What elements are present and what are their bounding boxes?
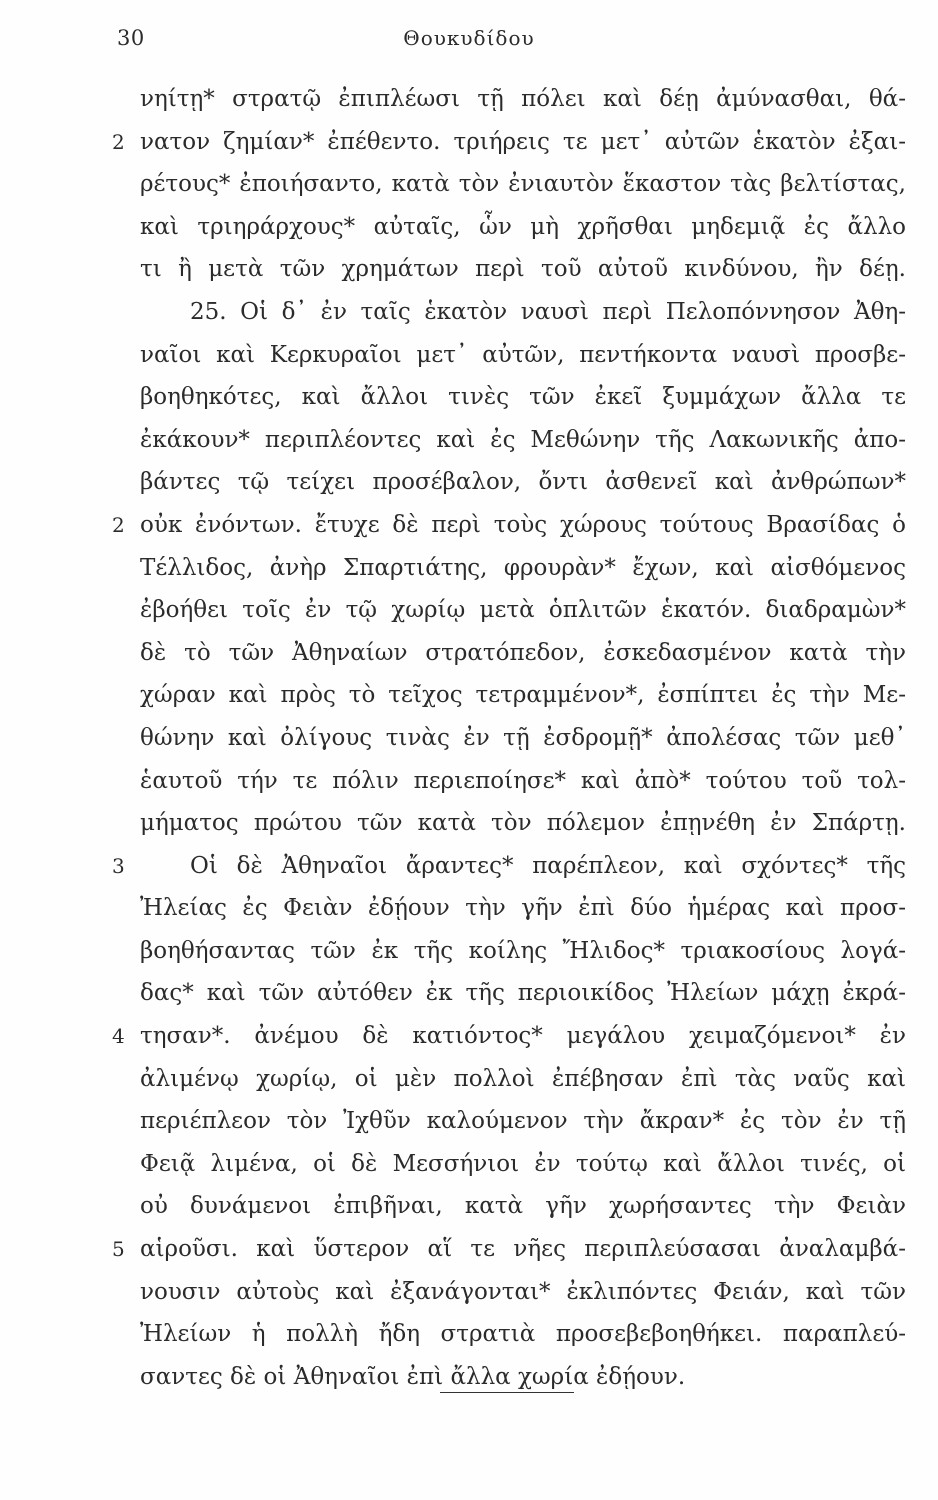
- text-line: [0, 1313, 938, 1356]
- section-marker: 3: [112, 853, 125, 878]
- line-text: περιέπλεον τὸν Ἰχθῦν καλούμενον τὴν ἄκραν* ἐς τὸν ἐν τῇ: [140, 1108, 906, 1135]
- text-line: [0, 1185, 938, 1228]
- line-text: χώραν καὶ πρὸς τὸ τεῖχος τετραμμένον*, ἐσπίπτει ἐς τὴν Με-: [140, 682, 906, 709]
- line-text: ναῖοι καὶ Κερκυραῖοι μετ᾽ αὐτῶν, πεντήκοντα ναυσὶ προσβε-: [140, 341, 906, 368]
- text-line: [0, 632, 938, 675]
- line-text: βάντες τῷ τείχει προσέβαλον, ὄντι ἀσθενεῖ καὶ ἀνθρώπων*: [140, 469, 906, 496]
- text-line: [0, 674, 938, 717]
- line-text: καὶ τριηράρχους* αὐταῖς, ὧν μὴ χρῆσθαι μηδεμιᾷ ἐς ἄλλο: [140, 213, 906, 240]
- line-text: δας* καὶ τῶν αὐτόθεν ἐκ τῆς περιοικίδος Ἠλείων μάχῃ ἐκρά-: [140, 980, 906, 1007]
- text-line: [0, 760, 938, 803]
- line-text: Οἱ δὲ Ἀθηναῖοι ἄραντες* παρέπλεον, καὶ σχόντες* τῆς: [190, 852, 906, 879]
- text-line: [0, 802, 938, 845]
- text-line: [0, 1058, 938, 1101]
- line-text: θώνην καὶ ὀλίγους τινὰς ἐν τῇ ἐσδρομῇ* ἀπολέσας τῶν μεθ᾽: [140, 724, 906, 751]
- line-text: βοηθήσαντας τῶν ἐκ τῆς κοίλης Ἤλιδος* τριακοσίους λογά-: [140, 937, 906, 964]
- line-text: Τέλλιδος, ἀνὴρ Σπαρτιάτης, φρουρὰν* ἔχων, καὶ αἰσθόμενος: [140, 554, 906, 581]
- line-text: Ἠλείων ἡ πολλὴ ἤδη στρατιὰ προσεβεβοηθήκει. παραπλεύ-: [140, 1321, 906, 1348]
- line-text: ρέτους* ἐποιήσαντο, κατὰ τὸν ἐνιαυτὸν ἕκαστον τὰς βελτίστας,: [140, 171, 906, 198]
- text-line: [0, 334, 938, 377]
- text-line: [0, 972, 938, 1015]
- page-number: 30: [117, 26, 145, 50]
- text-line: [0, 1100, 938, 1143]
- body-text: [0, 78, 938, 1398]
- line-text: ἑαυτοῦ τήν τε πόλιν περιεποίησε* καὶ ἀπὸ* τούτου τοῦ τολ-: [140, 767, 906, 794]
- text-line: [0, 163, 938, 206]
- line-text: Φειᾷ λιμένα, οἱ δὲ Μεσσήνιοι ἐν τούτῳ καὶ ἄλλοι τινές, οἱ: [140, 1150, 906, 1177]
- text-line: [0, 547, 938, 590]
- line-text: μήματος πρώτου τῶν κατὰ τὸν πόλεμον ἐπῃνέθη ἐν Σπάρτῃ.: [140, 810, 906, 837]
- line-text: νατον ζημίαν* ἐπέθεντο. τριήρεις τε μετ᾽ αὐτῶν ἑκατὸν ἐξαι-: [140, 128, 906, 155]
- text-line: [0, 1228, 938, 1271]
- text-line: [0, 419, 938, 462]
- section-marker: 2: [112, 512, 125, 537]
- line-text: οὐκ ἐνόντων. ἔτυχε δὲ περὶ τοὺς χώρους τούτους Βρασίδας ὁ: [140, 511, 906, 538]
- line-text: ἐκάκουν* περιπλέοντες καὶ ἐς Μεθώνην τῆς Λακωνικῆς ἀπο-: [140, 426, 906, 453]
- line-text: τησαν*. ἀνέμου δὲ κατιόντος* μεγάλου χειμαζόμενοι* ἐν: [140, 1023, 906, 1050]
- text-line: [0, 121, 938, 164]
- text-line: [0, 589, 938, 632]
- line-text: νηίτῃ* στρατῷ ἐπιπλέωσι τῇ πόλει καὶ δέῃ ἀμύνασθαι, θά-: [140, 86, 906, 112]
- line-text: δὲ τὸ τῶν Ἀθηναίων στρατόπεδον, ἐσκεδασμένον κατὰ τὴν: [140, 639, 906, 666]
- text-line: [0, 206, 938, 249]
- line-text: αἱροῦσι. καὶ ὕστερον αἵ τε νῆες περιπλεύσασαι ἀναλαμβά-: [140, 1236, 906, 1263]
- text-line: [0, 1143, 938, 1186]
- text-line: [0, 845, 938, 888]
- text-line: [0, 887, 938, 930]
- line-text: σαντες δὲ οἱ Ἀθηναῖοι ἐπὶ ἄλλα χωρία ἐδῄουν.: [140, 1363, 686, 1390]
- text-line: [0, 461, 938, 504]
- footer-rule: [440, 1392, 574, 1393]
- text-line: [0, 930, 938, 973]
- text-line: [0, 1271, 938, 1314]
- text-line: [0, 291, 938, 334]
- line-text: βοηθηκότες, καὶ ἄλλοι τινὲς τῶν ἐκεῖ ξυμμάχων ἄλλα τε: [140, 384, 906, 411]
- text-line: [0, 78, 938, 121]
- text-line: [0, 1015, 938, 1058]
- text-line: [0, 248, 938, 291]
- text-line: [0, 717, 938, 760]
- line-text: 25. Οἱ δ᾽ ἐν ταῖς ἑκατὸν ναυσὶ περὶ Πελοπόννησον Ἀθη-: [190, 298, 906, 325]
- line-text: ἐβοήθει τοῖς ἐν τῷ χωρίῳ μετὰ ὁπλιτῶν ἑκατόν. διαδραμὼν*: [140, 597, 906, 624]
- running-title: Θουκυδίδου: [403, 26, 535, 50]
- line-text: τι ἢ μετὰ τῶν χρημάτων περὶ τοῦ αὐτοῦ κινδύνου, ἢν δέῃ.: [140, 256, 906, 283]
- section-marker: 4: [112, 1024, 125, 1049]
- line-text: νουσιν αὐτοὺς καὶ ἐξανάγονται* ἐκλιπόντες Φειάν, καὶ τῶν: [140, 1278, 906, 1305]
- text-line: [0, 504, 938, 547]
- text-line: [0, 376, 938, 419]
- line-text: οὐ δυνάμενοι ἐπιβῆναι, κατὰ γῆν χωρήσαντες τὴν Φειὰν: [140, 1193, 906, 1220]
- line-text: ἀλιμένῳ χωρίῳ, οἱ μὲν πολλοὶ ἐπέβησαν ἐπὶ τὰς ναῦς καὶ: [140, 1065, 906, 1092]
- line-text: Ἠλείας ἐς Φειὰν ἐδῄουν τὴν γῆν ἐπὶ δύο ἡμέρας καὶ προσ-: [140, 895, 906, 922]
- section-marker: 5: [112, 1237, 125, 1262]
- section-marker: 2: [112, 129, 125, 154]
